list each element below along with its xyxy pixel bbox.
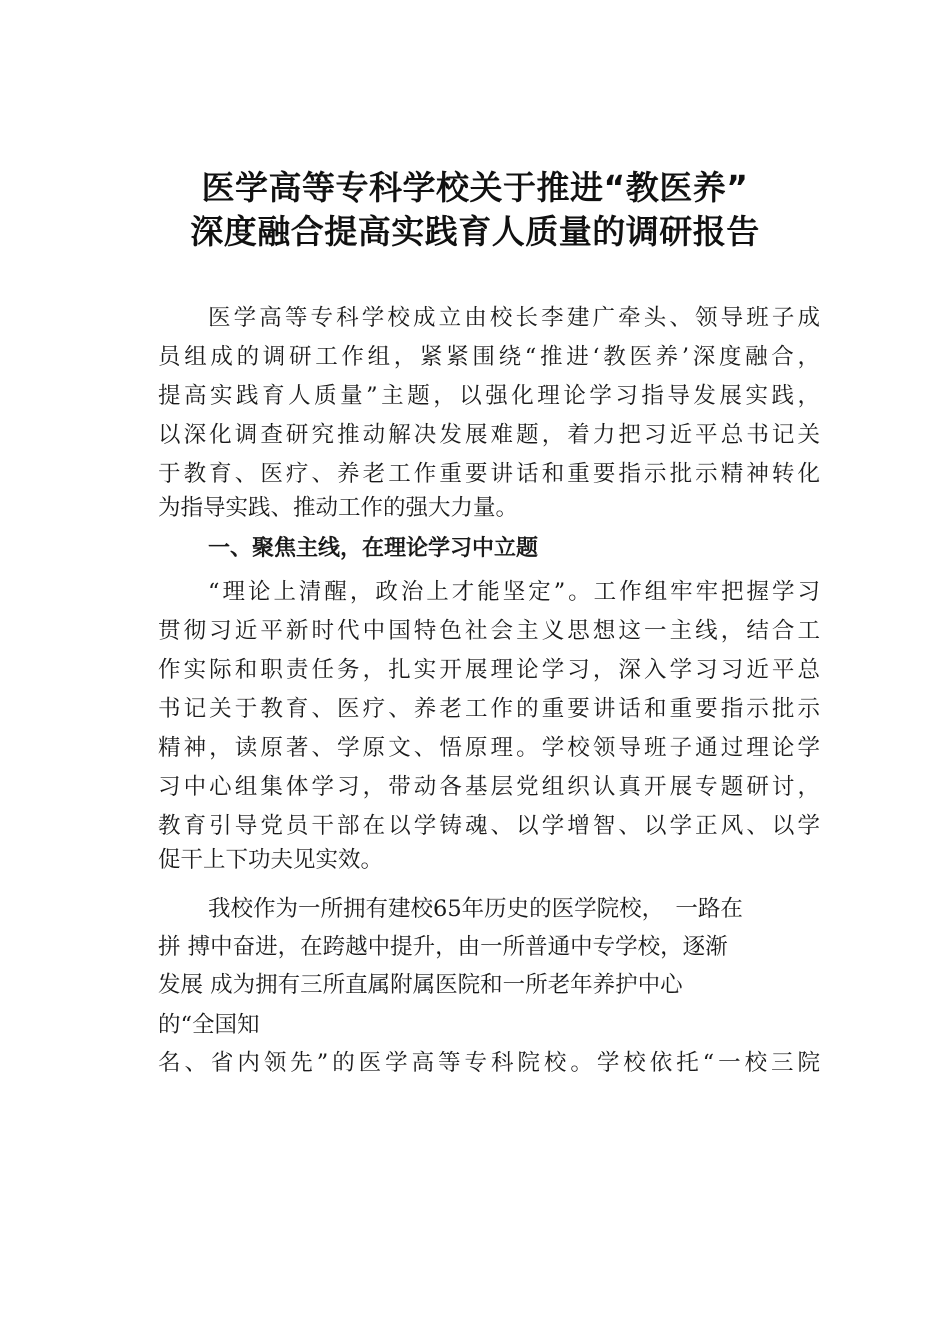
paragraph-2-line-3: 作实际和职责任务，扎实开展理论学习，深入学习习近平总 (158, 657, 820, 683)
paragraph-3-line-1: 我校作为一所拥有建校65年历史的医学院校， 一路在 (208, 896, 743, 922)
paragraph-3-line-5: 名、省内领先”的医学高等专科院校。学校依托“一校三院 (158, 1050, 820, 1076)
paragraph-2-line-5: 精神，读原著、学原文、悟原理。学校领导班子通过理论学 (158, 735, 820, 761)
paragraph-1-line-2: 员组成的调研工作组，紧紧围绕“推进‘教医养’深度融合， (158, 344, 820, 370)
paragraph-1-line-5: 于教育、医疗、养老工作重要讲话和重要指示批示精神转化 (158, 461, 820, 487)
document-title-line-1: 医学高等专科学校关于推进“教医养” (201, 168, 749, 207)
paragraph-1-line-3: 提高实践育人质量”主题，以强化理论学习指导发展实践， (158, 383, 820, 409)
paragraph-2-line-1: “理论上清醒，政治上才能坚定”。工作组牢牢把握学习 (208, 579, 820, 605)
paragraph-2-line-7: 教育引导党员干部在以学铸魂、以学增智、以学正风、以学 (158, 813, 820, 839)
paragraph-2-line-2: 贯彻习近平新时代中国特色社会主义思想这一主线，结合工 (158, 618, 820, 644)
paragraph-2-line-8: 促干上下功夫见实效。 (158, 847, 384, 873)
paragraph-1-line-6: 为指导实践、推动工作的强大力量。 (158, 495, 519, 521)
paragraph-1-line-4: 以深化调查研究推动解决发展难题，着力把习近平总书记关 (158, 422, 820, 448)
paragraph-3-line-4: 的“全国知 (158, 1012, 260, 1038)
paragraph-3-line-3: 发展 成为拥有三所直属附属医院和一所老年养护中心 (158, 972, 683, 998)
paragraph-1-line-1: 医学高等专科学校成立由校长李建广牵头、领导班子成 (208, 305, 820, 331)
paragraph-2-line-4: 书记关于教育、医疗、养老工作的重要讲话和重要指示批示 (158, 696, 820, 722)
paragraph-2-line-6: 习中心组集体学习，带动各基层党组织认真开展专题研讨， (158, 774, 820, 800)
section-heading-1: 一、聚焦主线，在理论学习中立题 (208, 536, 539, 561)
document-title-line-2: 深度融合提高实践育人质量的调研报告 (190, 212, 760, 251)
paragraph-3-line-2: 拼 搏中奋进，在跨越中提升，由一所普通中专学校，逐渐 (158, 934, 728, 960)
